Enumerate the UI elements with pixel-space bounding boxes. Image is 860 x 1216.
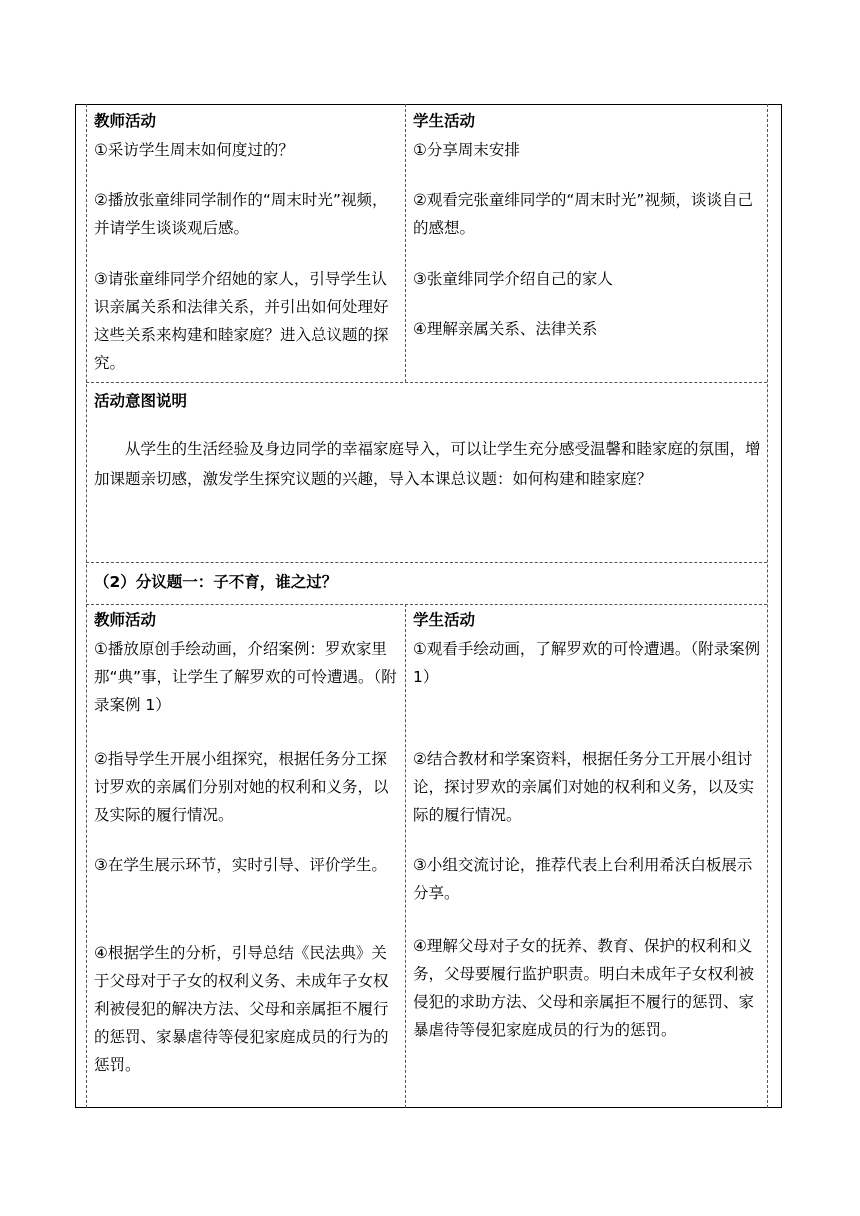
student-header: 学生活动 xyxy=(413,611,476,629)
table-right-inner-border xyxy=(767,104,768,1108)
student-item xyxy=(409,136,765,164)
teacher-item-text: ④根据学生的分析，引导总结《民法典》关于父母对于子女的权利义务、未成年子女权利被侵犯的解决方法、父母和亲属拒不履行的惩罚、家暴虐待等侵犯家庭成员的行为的惩罚。 xyxy=(94,944,389,1074)
student-item-text: ②观看完张童绯同学的“周末时光”视频，谈谈自己的感想。 xyxy=(413,191,753,237)
teacher-item xyxy=(90,745,404,829)
teacher-item xyxy=(90,851,404,879)
student-item-text: ①分享周末安排 xyxy=(413,141,520,159)
student-item xyxy=(409,186,765,242)
student-item xyxy=(409,265,765,293)
teacher-cell-2 xyxy=(90,608,404,632)
student-item xyxy=(409,745,765,829)
teacher-item xyxy=(90,939,404,1079)
student-item xyxy=(409,635,765,691)
column-divider-2 xyxy=(405,604,406,1108)
student-item xyxy=(409,932,765,1044)
student-item-text: ④理解父母对子女的抚养、教育、保护的权利和义务，父母要履行监护职责。明白未成年子女权利被侵犯的求助方法、父母和亲属拒不履行的惩罚、家暴虐待等侵犯家庭成员的行为的惩罚。 xyxy=(413,937,755,1039)
teacher-item xyxy=(90,265,404,377)
student-item-text: ④理解亲属关系、法律关系 xyxy=(413,320,598,338)
intent-header: 活动意图说明 xyxy=(94,392,188,410)
teacher-item-text: ③在学生展示环节，实时引导、评价学生。 xyxy=(94,856,387,874)
teacher-header: 教师活动 xyxy=(94,611,157,629)
student-cell-1 xyxy=(409,109,765,133)
teacher-item-text: ②播放张童绯同学制作的“周末时光”视频，并请学生谈谈观后感。 xyxy=(94,191,388,237)
teacher-item xyxy=(90,186,404,242)
row-divider-1 xyxy=(86,382,767,383)
student-header: 学生活动 xyxy=(413,112,476,130)
teacher-item-text: ①播放原创手绘动画，介绍案例：罗欢家里那“典”事，让学生了解罗欢的可怜遭遇。（附录案例 1） xyxy=(94,640,397,714)
intent-body xyxy=(90,434,765,494)
section-title: （2）分议题一：子不育，谁之过？ xyxy=(94,573,338,591)
row-divider-3 xyxy=(86,604,767,605)
teacher-item-text: ③请张童绯同学介绍她的家人，引导学生认识亲属关系和法律关系，并引出如何处理好这些关系来构建和睦家庭？进入总议题的探究。 xyxy=(94,270,389,372)
teacher-item xyxy=(90,136,404,164)
teacher-item xyxy=(90,635,404,719)
student-cell-2 xyxy=(409,608,765,632)
student-item-text: ③张童绯同学介绍自己的家人 xyxy=(413,270,613,288)
teacher-cell-1 xyxy=(90,109,404,133)
section-title-cell xyxy=(90,570,765,594)
student-item-text: ③小组交流讨论，推荐代表上台利用希沃白板展示分享。 xyxy=(413,856,753,902)
student-item-text: ①观看手绘动画，了解罗欢的可怜遭遇。（附录案例 1） xyxy=(413,640,761,686)
teacher-header: 教师活动 xyxy=(94,112,157,130)
teacher-item-text: ②指导学生开展小组探究，根据任务分工探讨罗欢的亲属们分别对她的权利和义务，以及实际的履行情况。 xyxy=(94,750,389,824)
student-item xyxy=(409,315,765,343)
teacher-item-text: ①采访学生周末如何度过的？ xyxy=(94,141,294,159)
row-divider-2 xyxy=(86,562,767,563)
intent-text: 从学生的生活经验及身边同学的幸福家庭导入，可以让学生充分感受温馨和睦家庭的氛围，增加课题亲切感，激发学生探究议题的兴趣，导入本课总议题：如何构建和睦家庭？ xyxy=(94,440,761,488)
column-divider-1 xyxy=(405,104,406,382)
student-item xyxy=(409,851,765,907)
intent-cell xyxy=(90,389,765,413)
table-left-inner-border xyxy=(86,104,87,1108)
student-item-text: ②结合教材和学案资料，根据任务分工开展小组讨论，探讨罗欢的亲属们对她的权利和义务，以及实际的履行情况。 xyxy=(413,750,755,824)
